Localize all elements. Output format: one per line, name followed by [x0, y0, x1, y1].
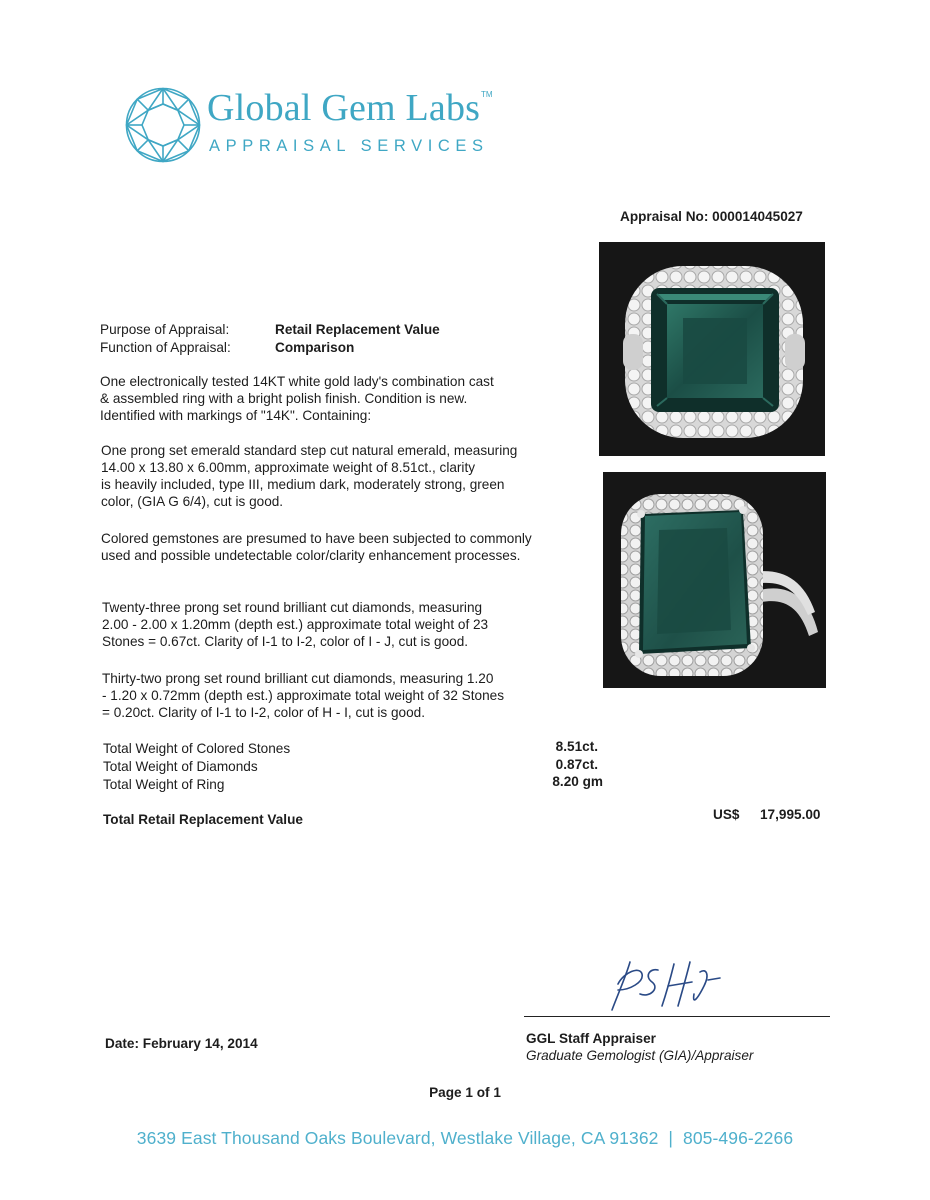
- retail-value-label: Total Retail Replacement Value: [103, 812, 303, 827]
- ring-description-line: One electronically tested 14KT white gold lady's combination cast: [100, 374, 494, 389]
- diamonds-32-line: = 0.20ct. Clarity of I-1 to I-2, color of H - I, cut is good.: [102, 705, 425, 720]
- disclaimer-line: used and possible undetectable color/clarity enhancement processes.: [101, 548, 521, 563]
- diamonds-23-description: [102, 599, 592, 650]
- logo-trademark: TM: [481, 90, 493, 99]
- total-ring-weight-label: Total Weight of Ring: [103, 777, 225, 792]
- emerald-ring-side-view-icon: [603, 472, 826, 688]
- ring-photo-top: [599, 242, 825, 456]
- diamonds-32-description: [102, 670, 592, 721]
- ring-description-line: Identified with markings of "14K". Containing:: [100, 408, 372, 423]
- diamonds-32-line: Thirty-two prong set round brilliant cut diamonds, measuring 1.20: [102, 671, 494, 686]
- purpose-label: Purpose of Appraisal:: [100, 322, 230, 337]
- diamonds-23-line: Twenty-three prong set round brilliant cut diamonds, measuring: [102, 600, 483, 615]
- ring-photo-side: [603, 472, 826, 688]
- logo-subtitle: APPRAISAL SERVICES: [209, 137, 489, 155]
- ring-description: [100, 373, 590, 424]
- emerald-description-line: is heavily included, type III, medium dark, moderately strong, green: [101, 477, 505, 492]
- appraiser-title: Graduate Gemologist (GIA)/Appraiser: [526, 1048, 754, 1063]
- gem-logo-icon: [124, 86, 202, 164]
- emerald-description-line: 14.00 x 13.80 x 6.00mm, approximate weight of 8.51ct., clarity: [101, 460, 476, 475]
- logo-name: Global Gem Labs: [207, 87, 481, 129]
- function-value: Comparison: [275, 340, 355, 355]
- total-diamonds-label: Total Weight of Diamonds: [103, 759, 258, 774]
- page-number: Page 1 of 1: [429, 1085, 501, 1100]
- disclaimer-line: Colored gemstones are presumed to have been subjected to commonly: [101, 531, 532, 546]
- appraisal-date: Date: February 14, 2014: [105, 1036, 258, 1051]
- emerald-description-line: One prong set emerald standard step cut natural emerald, measuring: [101, 443, 518, 458]
- total-diamonds-value: 0.87ct.: [555, 757, 598, 772]
- function-label: Function of Appraisal:: [100, 340, 231, 355]
- purpose-value: Retail Replacement Value: [275, 322, 440, 337]
- diamonds-23-line: Stones = 0.67ct. Clarity of I-1 to I-2, color of I - J, cut is good.: [102, 634, 469, 649]
- emerald-description: [101, 442, 591, 510]
- footer-address: 3639 East Thousand Oaks Boulevard, Westlake Village, CA 91362 | 805-496-2266: [136, 1128, 794, 1148]
- appraiser-name: GGL Staff Appraiser: [526, 1031, 656, 1046]
- total-ring-weight-value: 8.20 gm: [552, 774, 603, 789]
- enhancement-disclaimer: [101, 530, 591, 564]
- emerald-description-line: color, (GIA G 6/4), cut is good.: [101, 494, 284, 509]
- appraisal-number: Appraisal No: 000014045027: [620, 209, 803, 224]
- diamonds-32-line: - 1.20 x 0.72mm (depth est.) approximate total weight of 32 Stones: [102, 688, 504, 703]
- emerald-ring-top-view-icon: [599, 242, 825, 456]
- total-colored-stones-value: 8.51ct.: [555, 739, 598, 754]
- retail-currency: US$: [713, 807, 740, 822]
- diamonds-23-line: 2.00 - 2.00 x 1.20mm (depth est.) approximate total weight of 23: [102, 617, 489, 632]
- total-colored-stones-label: Total Weight of Colored Stones: [103, 741, 291, 756]
- retail-amount: 17,995.00: [760, 807, 821, 822]
- signature-line: [524, 1016, 830, 1017]
- ring-description-line: & assembled ring with a bright polish finish. Condition is new.: [100, 391, 468, 406]
- handwritten-signature-icon: [600, 950, 730, 1018]
